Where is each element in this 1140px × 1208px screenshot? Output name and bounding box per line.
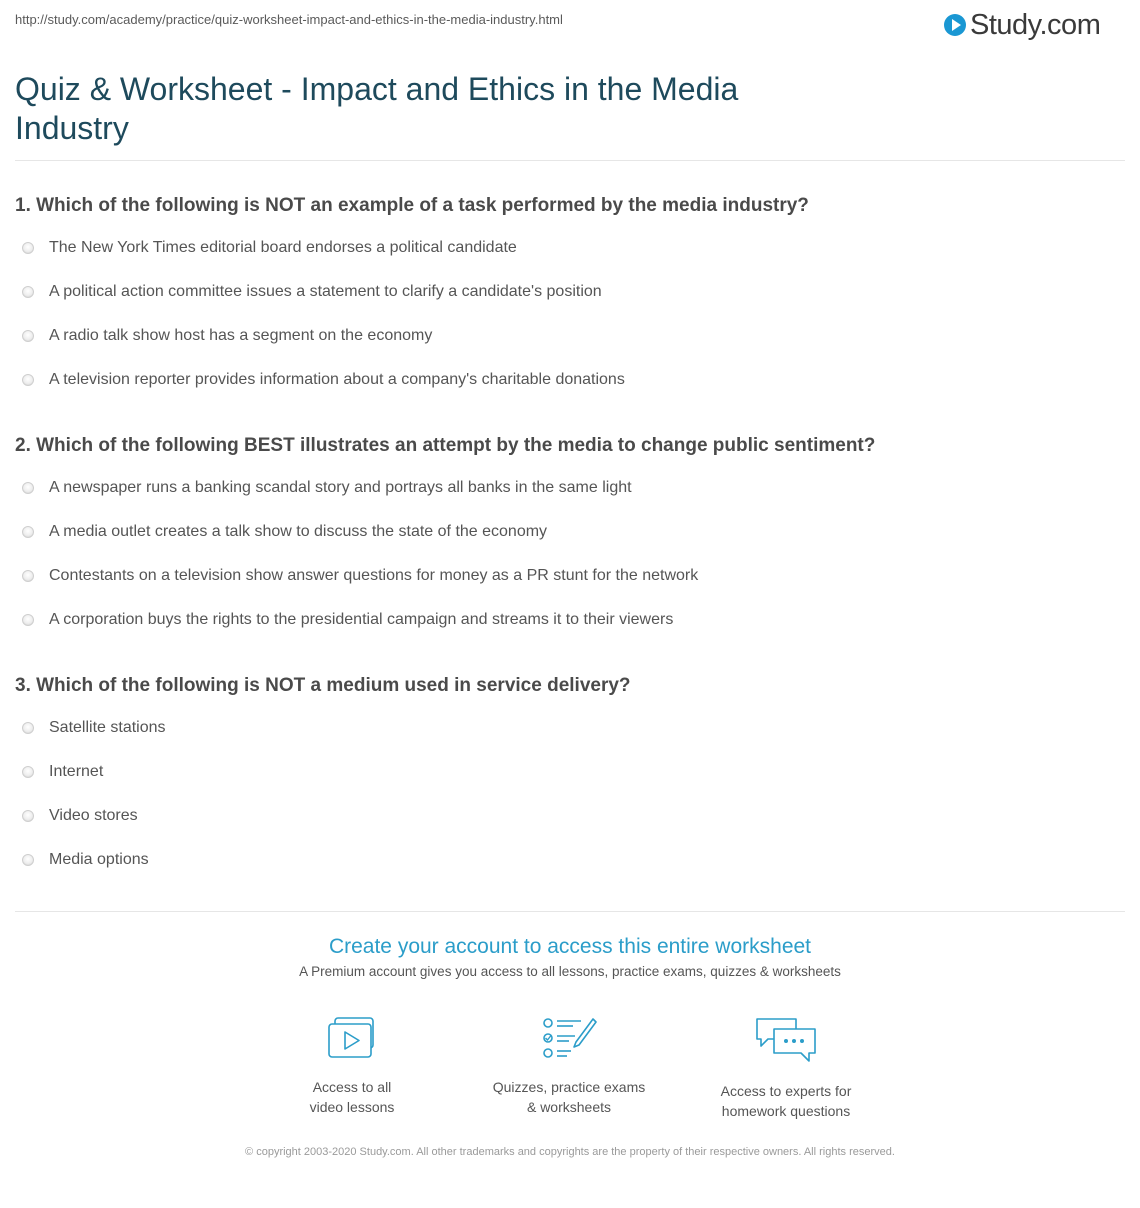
page-title: Quiz & Worksheet - Impact and Ethics in the Media Industry [15,71,739,146]
chat-bubbles-icon [754,1015,818,1065]
radio-button-icon[interactable] [22,570,34,582]
answer-label: Video stores [49,807,138,824]
answer-option[interactable] [22,807,138,825]
answer-label: A political action committee issues a statement to clarify a candidate's position [49,283,602,300]
answer-option[interactable] [22,567,698,585]
answer-option[interactable] [22,719,166,737]
video-lesson-icon [324,1015,380,1061]
feature-video-lessons [252,1015,452,1117]
feature-label: Access to experts for homework questions [720,1083,852,1119]
radio-button-icon[interactable] [22,286,34,298]
answer-label: Media options [49,851,149,868]
answer-option[interactable] [22,239,517,257]
radio-button-icon[interactable] [22,374,34,386]
answer-option[interactable] [22,851,149,869]
radio-button-icon[interactable] [22,722,34,734]
radio-button-icon[interactable] [22,242,34,254]
radio-button-icon[interactable] [22,614,34,626]
radio-button-icon[interactable] [22,766,34,778]
answer-option[interactable] [22,523,547,541]
create-account-link[interactable]: Create your account to access this entire worksheet [328,935,812,958]
answer-option[interactable] [22,763,103,781]
logo-text: Study.com [970,8,1101,41]
answer-label: The New York Times editorial board endorses a political candidate [49,239,517,256]
quiz-checklist-icon [541,1015,597,1061]
answer-option[interactable] [22,327,432,345]
answer-label: A television reporter provides information about a company's charitable donations [49,371,625,388]
radio-button-icon[interactable] [22,854,34,866]
answer-option[interactable] [22,479,632,497]
study-logo[interactable] [944,8,1100,42]
answer-option[interactable] [22,611,673,629]
copyright-footer: © copyright 2003-2020 Study.com. All other trademarks and copyrights are the property of their respective owners. All rights reserved. [245,1146,895,1158]
answer-label: A newspaper runs a banking scandal story and portrays all banks in the same light [49,479,632,496]
answer-label: Internet [49,763,104,780]
question-1: 1. Which of the following is NOT an example of a task performed by the media industry? [15,195,809,216]
radio-button-icon[interactable] [22,526,34,538]
page-url: http://study.com/academy/practice/quiz-worksheet-impact-and-ethics-in-the-media-industry.html [15,12,563,27]
answer-label: A media outlet creates a talk show to discuss the state of the economy [49,523,548,540]
feature-quizzes [469,1015,669,1117]
feature-label: Access to all video lessons [309,1079,395,1115]
title-divider [15,160,1125,161]
answer-label: Satellite stations [49,719,166,736]
answer-label: A radio talk show host has a segment on the economy [49,327,433,344]
answer-label: Contestants on a television show answer questions for money as a PR stunt for the network [49,567,699,584]
answer-option[interactable] [22,283,602,301]
promo-subtitle: A Premium account gives you access to all lessons, practice exams, quizzes & worksheets [299,964,841,979]
feature-experts [686,1015,886,1121]
section-divider [15,911,1125,912]
answer-label: A corporation buys the rights to the presidential campaign and streams it to their viewers [49,611,674,628]
feature-label: Quizzes, practice exams & worksheets [492,1079,646,1115]
radio-button-icon[interactable] [22,482,34,494]
question-2: 2. Which of the following BEST illustrates an attempt by the media to change public sentiment? [15,435,876,456]
play-circle-icon [944,14,966,36]
radio-button-icon[interactable] [22,330,34,342]
question-3: 3. Which of the following is NOT a medium used in service delivery? [15,675,631,696]
radio-button-icon[interactable] [22,810,34,822]
answer-option[interactable] [22,371,625,389]
